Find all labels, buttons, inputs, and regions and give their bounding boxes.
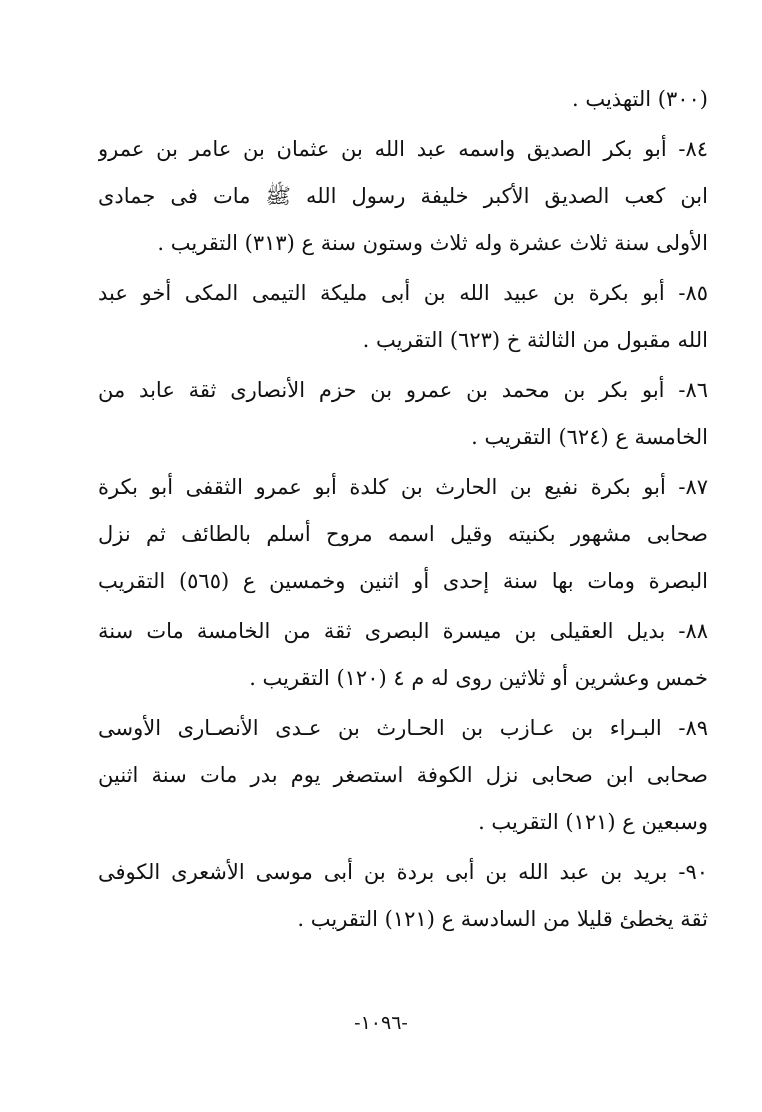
entry-line: ٩٠- بريد بن عبد الله بن أبى بردة بن أبى موسى الأشعرى الكوفى xyxy=(98,860,708,884)
page-number: -١٠٩٦- xyxy=(354,1012,408,1034)
entry-line: وسبعين ع (١٢١) التقريب . xyxy=(478,810,708,834)
entry-line: الله مقبول من الثالثة خ (٦٢٣) التقريب . xyxy=(362,328,708,352)
entry-line: خمس وعشرين أو ثلاثين روى له م ٤ (١٢٠) التقريب . xyxy=(249,666,708,690)
document-body xyxy=(98,76,708,943)
entry-86 xyxy=(98,367,708,461)
continuation-line: (٣٠٠) التهذيب . xyxy=(571,87,708,111)
entry-line: ٨٥- أبو بكرة بن عبيد الله بن أبى مليكة التيمى المكى أخو عبد xyxy=(98,281,708,305)
entry-line: الخامسة ع (٦٢٤) التقريب . xyxy=(471,425,708,449)
entry-line: ٨٨- بديل العقيلى بن ميسرة البصرى ثقة من الخامسة مات سنة xyxy=(98,619,708,643)
entry-line: ٨٤- أبو بكر الصديق واسمه عبد الله بن عثمان بن عامر بن عمرو xyxy=(98,137,708,161)
entry-line: صحابى ابن صحابى نزل الكوفة استصغر يوم بدر مات سنة اثنين xyxy=(98,763,708,787)
entry-89 xyxy=(98,705,708,846)
entry-line: ٨٦- أبو بكر بن محمد بن عمرو بن حزم الأنصارى ثقة عابد من xyxy=(98,378,708,402)
entry-line: البصرة ومات بها سنة إحدى أو اثنين وخمسين ع (٥٦٥) التقريب xyxy=(98,569,708,593)
entry-87 xyxy=(98,464,708,605)
entry-line: ثقة يخطئ قليلا من السادسة ع (١٢١) التقريب . xyxy=(297,907,708,931)
entry-line: ٨٧- أبو بكرة نفيع بن الحارث بن كلدة أبو عمرو الثقفى أبو بكرة xyxy=(98,475,708,499)
entry-line: صحابى مشهور بكنيته وقيل اسمه مروح أسلم بالطائف ثم نزل xyxy=(98,522,708,546)
entry-line: ٨٩- البـراء بن عـازب بن الحـارث بن عـدى الأنصـارى الأوسى xyxy=(98,716,708,740)
entry-85 xyxy=(98,270,708,364)
entry-88 xyxy=(98,608,708,702)
entry-90 xyxy=(98,849,708,943)
entry-84 xyxy=(98,126,708,267)
entry-line: الأولى سنة ثلاث عشرة وله ثلاث وستون سنة ع (٣١٣) التقريب . xyxy=(157,231,708,255)
entry-line: ابن كعب الصديق الأكبر خليفة رسول الله ﷺ مات فى جمادى xyxy=(98,184,708,208)
